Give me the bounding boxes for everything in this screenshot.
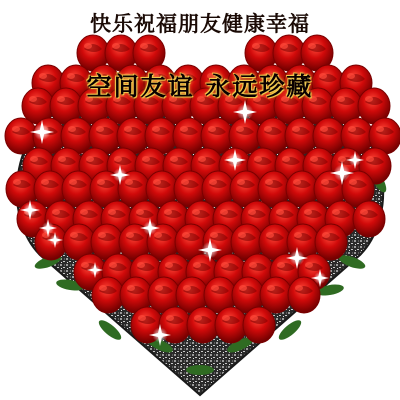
rose	[260, 277, 292, 313]
rose	[288, 277, 320, 313]
leaf	[186, 365, 214, 375]
rose	[353, 201, 385, 237]
rose	[92, 277, 124, 313]
rose	[187, 307, 219, 343]
greeting-line-1: 快乐祝福朋友健康幸福	[90, 11, 310, 36]
rose	[243, 307, 275, 343]
rose	[5, 118, 37, 154]
rose	[215, 307, 247, 343]
greeting-line-2: 空间友谊 永远珍藏	[86, 72, 314, 101]
rose	[315, 224, 347, 260]
